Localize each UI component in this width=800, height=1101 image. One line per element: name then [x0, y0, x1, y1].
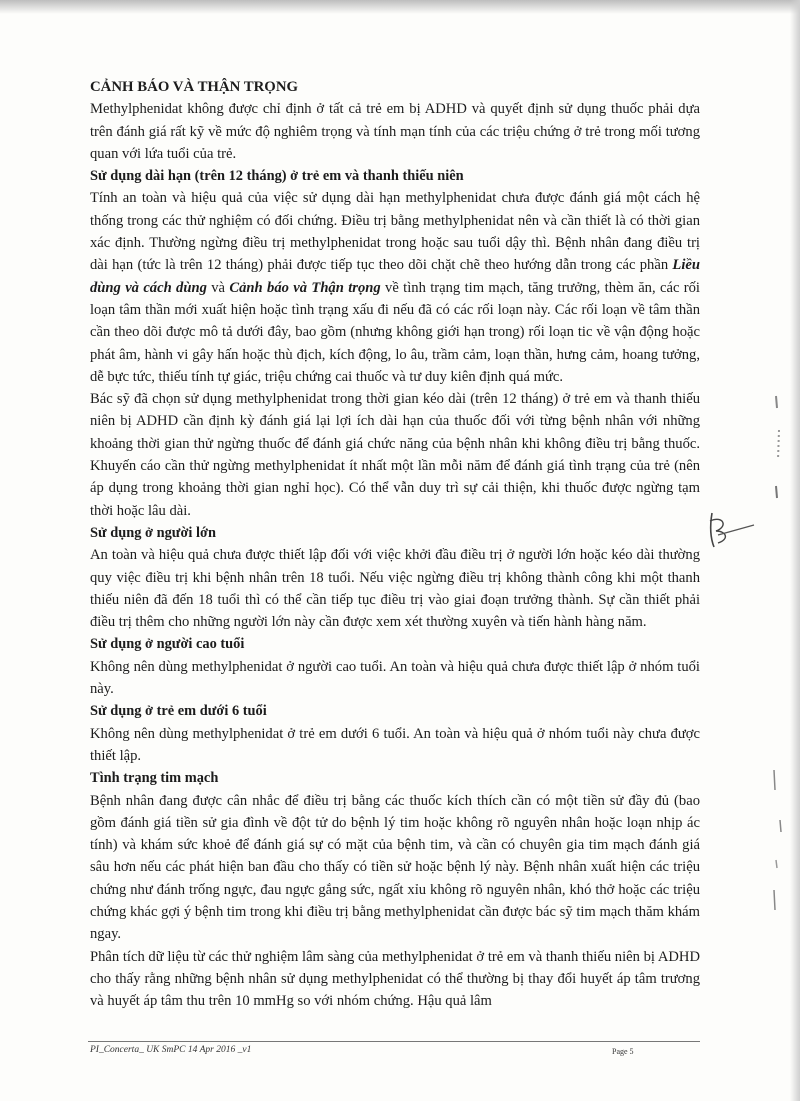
paragraph-clinical-data: Phân tích dữ liệu từ các thử nghiệm lâm sàng của methylphenidat ở trẻ em và thanh thiếu niên bị ADHD cho thấy rằng những bệnh nhân sử dụng methylphenidat có thể thường bị thay đổi huyết áp tâm trương và huyết áp tâm thu trên 10 mmHg so với nhóm chứng. Hậu quả lâm: [90, 948, 700, 1010]
paragraph-intro: Methylphenidat không được chỉ định ở tất cả trẻ em bị ADHD và quyết định sử dụng thuốc phải dựa trên đánh giá rất kỹ về mức độ nghiêm trọng và tính mạn tính của các triệu chứng ở trẻ trong mối tương quan với lứa tuổi của trẻ.: [90, 101, 700, 162]
document-body: [90, 76, 700, 1012]
reference-warnings-section: Cảnh báo và Thận trọng: [229, 279, 381, 296]
paragraph-long-term-part2: về tình trạng tim mạch, tăng trưởng, thèm ăn, các rối loạn tâm thần mới xuất hiện hoặc tình trạng xấu đi nếu đã có các rối loạn này. Các rối loạn về tâm thần cần theo dõi được mô tả dưới đây, bao gồm (nhưng không giới hạn trong) rối loạn tic về vận động hoặc phát âm, hành vi gây hấn hoặc thù địch, kích động, lo âu, trầm cảm, loạn thần, hưng cảm, hoang tưởng, dễ bực tức, thiếu tính tự giác, triệu chứng cai thuốc và tư duy kiên định quá mức.: [90, 279, 700, 385]
handwritten-signature-icon: [698, 505, 758, 555]
margin-scan-marks-lower: [760, 760, 790, 920]
conjunction-text: và: [206, 279, 230, 296]
paragraph-long-term-part1: Tính an toàn và hiệu quả của việc sử dụng dài hạn methylphenidat chưa được đánh giá một cách hệ thống trong các thử nghiệm có đối chứng. Điều trị bằng methylphenidat nên và cần thiết là có thời gian xác định. Thường ngừng điều trị methylphenidat trong hoặc sau tuổi dậy thì. Bệnh nhân đang điều trị dài hạn (tức là trên 12 tháng) phải được tiếp tục theo dõi chặt chẽ theo hướng dẫn trong các phần: [90, 190, 700, 274]
scan-shadow-top: [0, 0, 800, 14]
heading-elderly: Sử dụng ở người cao tuổi: [90, 636, 245, 653]
heading-adults: Sử dụng ở người lớn: [90, 524, 216, 541]
section-title: CẢNH BÁO VÀ THẬN TRỌNG: [90, 79, 299, 95]
footer-divider: [88, 1041, 700, 1042]
heading-long-term-use: Sử dụng dài hạn (trên 12 tháng) ở trẻ em và thanh thiếu niên: [90, 168, 464, 185]
paragraph-adults: An toàn và hiệu quả chưa được thiết lập đối với việc khởi đầu điều trị ở người lớn hoặc kéo dài thường quy việc điều trị khi bệnh nhân trên 18 tuổi. Nếu việc ngừng điều trị không thành công khi một thanh thiếu niên đã đến 18 tuổi thì có thể cần tiếp tục điều trị vào giai đoạn trưởng thành. Sự cần thiết phải điều trị thêm cho những người lớn này cần được xem xét thường xuyên và tiến hành hàng năm.: [90, 547, 700, 631]
scan-shadow-right: [790, 0, 800, 1101]
paragraph-physician-review: Bác sỹ đã chọn sử dụng methylphenidat trong thời gian kéo dài (trên 12 tháng) ở trẻ em và thanh thiếu niên bị ADHD cần định kỳ đánh giá lại lợi ích dài hạn của thuốc đối với từng bệnh nhân với những khoảng thời gian thử ngừng thuốc để đánh giá chức năng của bệnh nhân khi không điều trị bằng thuốc. Khuyến cáo cần thử ngừng methylphenidat ít nhất một lần mỗi năm để đánh giá tình trạng của trẻ (nên áp dụng trong khoảng thời gian nghỉ học). Có thể vẫn duy trì sự cải thiện, khi thuốc được ngừng tạm thời hoặc lâu dài.: [90, 391, 700, 519]
reference-dosage-section: Liều dùng và cách dùng: [90, 257, 700, 296]
footer-document-id: PI_Concerta_ UK SmPC 14 Apr 2016 _v1: [90, 1045, 252, 1055]
heading-under-6: Sử dụng ở trẻ em dưới 6 tuổi: [90, 703, 267, 720]
paragraph-cardiovascular: Bệnh nhân đang được cân nhắc để điều trị bằng các thuốc kích thích cần có một tiền sử đầy đủ (bao gồm đánh giá tiền sử gia đình về đột tử do bệnh lý tim hoặc không rõ nguyên nhân hoặc loạn nhịp ác tính) và khám sức khoẻ để đánh giá sự có mặt của bệnh tim, và cần có chuyên gia tim mạch đánh giá sâu hơn nếu các phát hiện ban đầu cho thấy có tiền sử hoặc bệnh lý này. Bệnh nhân xuất hiện các triệu chứng như đánh trống ngực, đau ngực gắng sức, ngất xỉu không rõ nguyên nhân, khó thở hoặc các triệu chứng khác gợi ý bệnh tim trong khi điều trị bằng methylphenidat cần được bác sỹ tim mạch thăm khám ngay.: [90, 792, 700, 943]
heading-cardiovascular: Tình trạng tim mạch: [90, 770, 219, 787]
footer-page-number: Page 5: [612, 1047, 634, 1056]
paragraph-elderly: Không nên dùng methylphenidat ở người cao tuổi. An toàn và hiệu quả chưa được thiết lập ở nhóm tuổi này.: [90, 658, 700, 698]
margin-scan-marks: [770, 390, 800, 540]
paragraph-under-6: Không nên dùng methylphenidat ở trẻ em dưới 6 tuổi. An toàn và hiệu quả ở nhóm tuổi này chưa được thiết lập.: [90, 725, 700, 764]
paragraph-long-term: [90, 187, 700, 388]
